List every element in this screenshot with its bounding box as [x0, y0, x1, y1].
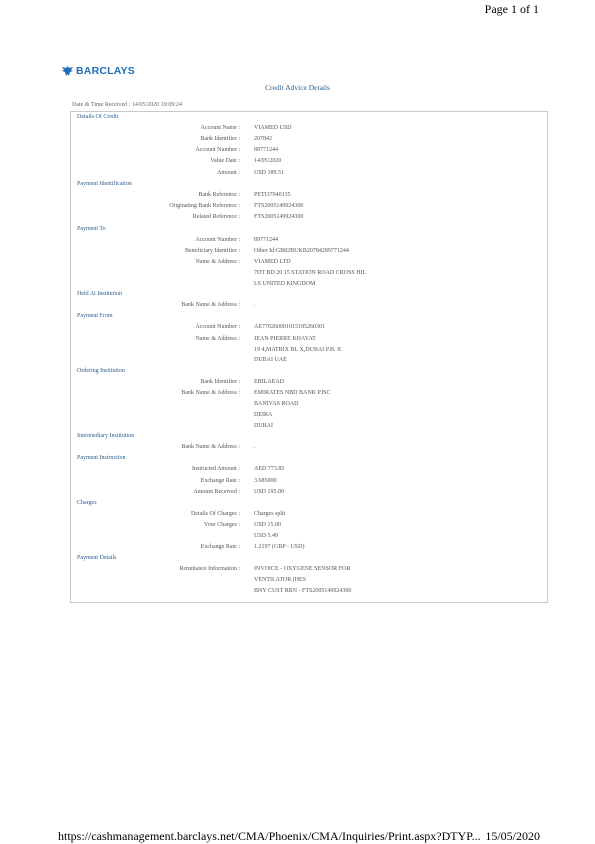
section-ordering-institution: Ordering Institution [77, 368, 125, 374]
label-beneficiary-identifier: Beneficiary Identifier : [185, 248, 240, 254]
value-address-line: DEIRA [254, 412, 273, 418]
label-account-number: Account Number : [195, 147, 240, 153]
label-amount-received: Amount Received : [193, 489, 240, 495]
label-originating-bank-reference: Originating Bank Reference : [169, 203, 240, 209]
value-beneficiary-identifier: Other Id:GB82BUKB20784289771244 [254, 248, 349, 254]
label-exchange-rate: Exchange Rate : [200, 478, 240, 484]
label-name-address: Name & Address : [195, 336, 240, 342]
page-number: Page 1 of 1 [484, 2, 539, 16]
label-name-address: Name & Address : [195, 259, 240, 265]
barclays-logo [61, 65, 135, 77]
label-bank-identifier: Bank Identifier : [200, 136, 240, 142]
value-remittance-line: VENTILATOR (HES [254, 577, 307, 583]
section-intermediary-institution: Intermediary Institution [77, 433, 135, 439]
value-account-number: 89771244 [254, 237, 278, 243]
section-payment-details: Payment Details [77, 555, 117, 561]
label-bank-reference: Bank Reference : [198, 192, 240, 198]
value-amount-received: USD 195.00 [254, 489, 285, 495]
value-address-line: EMIRATES NBD BANK PJSC [254, 390, 331, 396]
value-address-line: DUBAI [254, 423, 273, 429]
value-account-number: AE770260001015185260301 [254, 324, 325, 330]
label-bank-name-address: Bank Name & Address : [181, 444, 240, 450]
value-bank-reference: PETI37040135 [254, 192, 291, 198]
label-account-number: Account Number : [195, 324, 240, 330]
value-instructed-amount: AED 773.85 [254, 466, 285, 472]
label-value-date: Value Date : [210, 158, 240, 164]
label-account-name: Account Name : [200, 125, 240, 131]
value-exchange-rate: 1.2197 (GBP - USD) [254, 544, 305, 550]
value-value-date: 14/05/2020 [254, 158, 282, 164]
label-your-charges: Your Charges : [204, 522, 240, 528]
value-address-line: JEAN PIERRE KHAYAT [254, 336, 316, 342]
value-bank-identifier: EBILAEAD [254, 379, 284, 385]
label-details-of-charges: Details Of Charges : [190, 511, 240, 517]
value-address-line: BANIYAS ROAD [254, 401, 299, 407]
value-remittance-line: BNY CUST RRN - FTS2005149924300 [254, 588, 352, 594]
footer-date: 15/05/2020 [485, 829, 540, 843]
eagle-icon [61, 65, 74, 77]
value-amount: USD 189.51 [254, 170, 285, 176]
value-address-line: 7DT BD 20 15 STATION ROAD CROSS HIL [254, 270, 367, 276]
label-instructed-amount: Instructed Amount : [192, 466, 240, 472]
value-details-of-charges: Charges split [254, 511, 286, 517]
value-address-line: LS UNITED KINGDOM [254, 281, 316, 287]
value-remittance-line: INVOICE - OXYGENE SENSOR FOR [254, 566, 351, 572]
brand-name: BARCLAYS [76, 65, 135, 77]
label-related-reference: Related Reference : [192, 214, 240, 220]
document-title: Credit Advice Details [265, 83, 330, 92]
section-held-at-institution: Held At Institution [77, 291, 122, 297]
value-your-charges: USD 5.49 [254, 533, 279, 539]
label-amount: Amount : [217, 170, 240, 176]
credit-advice-panel [70, 111, 548, 603]
value-related-reference: FTS2005149924300 [254, 214, 304, 220]
value-address-line: VIAMED LTD [254, 259, 291, 265]
section-payment-from: Payment From [77, 313, 113, 319]
value-originating-bank-reference: FTS2005149924300 [254, 203, 304, 209]
value-bank-name-address: . [254, 302, 256, 308]
label-bank-name-address: Bank Name & Address : [181, 302, 240, 308]
value-address-line: 19 4,MATRIX BL X,DUBAI P.B. X [254, 347, 342, 353]
label-bank-identifier: Bank Identifier : [200, 379, 240, 385]
value-exchange-rate: 3.685000 [254, 478, 277, 484]
section-charges: Charges [77, 500, 97, 506]
section-payment-to: Payment To [77, 226, 106, 232]
footer-url: https://cashmanagement.barclays.net/CMA/Phoenix/CMA/Inquiries/Print.aspx?DTYP... [58, 829, 481, 843]
value-bank-identifier: 207842 [254, 136, 272, 142]
value-your-charges: USD 15.00 [254, 522, 282, 528]
section-payment-identification: Payment Identification [77, 181, 132, 187]
label-account-number: Account Number : [195, 237, 240, 243]
date-time-received: Date & Time Received : 14/05/2020 19:09:24 [72, 102, 182, 108]
label-remittance-information: Remittance Information : [179, 566, 240, 572]
label-bank-name-address: Bank Name & Address : [181, 390, 240, 396]
value-address-line: DUBAI UAE [254, 357, 287, 363]
section-details-of-credit: Details Of Credit [77, 114, 119, 120]
value-bank-name-address: . [254, 444, 256, 450]
section-payment-instruction: Payment Instruction [77, 455, 126, 461]
value-account-name: VIAMED USD [254, 125, 292, 131]
label-exchange-rate: Exchange Rate : [200, 544, 240, 550]
value-account-number: 89771244 [254, 147, 278, 153]
